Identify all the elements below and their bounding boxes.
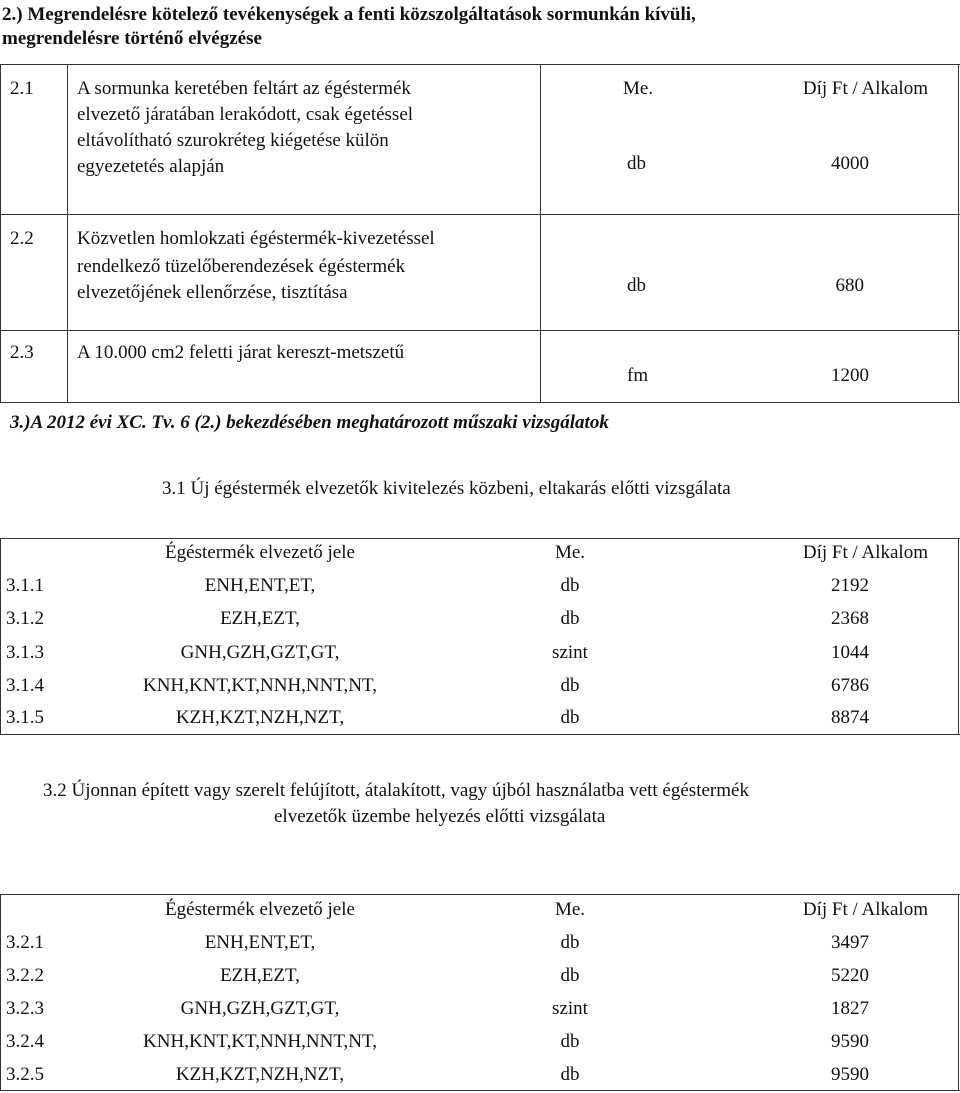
row-price: 6786 bbox=[831, 675, 869, 696]
item-price: 680 bbox=[835, 275, 864, 296]
row-price: 2368 bbox=[831, 608, 869, 629]
row-name: KZH,KZT,NZH,NZT, bbox=[175, 707, 345, 728]
row-unit: db bbox=[560, 575, 580, 596]
row-price: 8874 bbox=[831, 707, 869, 728]
section-2-heading-line2: megrendelésre történő elvégzése bbox=[2, 28, 262, 49]
row-number: 3.1.1 bbox=[6, 575, 44, 596]
table-rule bbox=[0, 214, 960, 215]
subsection-3-2-title-line2: elvezetők üzembe helyezés előtti vizsgálata bbox=[274, 806, 606, 827]
price-header: Díj Ft / Alkalom bbox=[802, 78, 928, 99]
subsection-3-2-title-line1: 3.2 Újonnan épített vagy szerelt felújított, átalakított, vagy újból használatba vett égéstermék bbox=[43, 780, 749, 801]
row-number: 3.1.4 bbox=[6, 675, 44, 696]
table-rule bbox=[0, 64, 960, 65]
item-number: 2.3 bbox=[10, 342, 34, 363]
row-number: 3.1.3 bbox=[6, 642, 44, 663]
row-name: GNH,GZH,GZT,GT, bbox=[180, 998, 340, 1019]
table-border bbox=[958, 538, 959, 734]
row-number: 3.2.2 bbox=[6, 965, 44, 986]
row-unit: db bbox=[560, 932, 580, 953]
item-description: eltávolítható szurokréteg kiégetése külön bbox=[77, 130, 389, 151]
item-description: Közvetlen homlokzati égéstermék-kivezetéssel bbox=[77, 228, 435, 249]
unit-header: Me. bbox=[554, 542, 586, 563]
table-border bbox=[540, 64, 541, 402]
row-name: KZH,KZT,NZH,NZT, bbox=[175, 1064, 345, 1085]
row-price: 3497 bbox=[831, 932, 869, 953]
item-price: 4000 bbox=[831, 153, 869, 174]
item-description: rendelkező tüzelőberendezések égéstermék bbox=[77, 256, 406, 277]
item-unit: db bbox=[627, 275, 646, 296]
row-name: EZH,EZT, bbox=[220, 965, 300, 986]
unit-header: Me. bbox=[554, 899, 586, 920]
item-number: 2.2 bbox=[10, 228, 34, 249]
row-unit: db bbox=[560, 608, 580, 629]
item-description: A sormunka keretében feltárt az égéstermék bbox=[77, 78, 411, 99]
table-border bbox=[958, 64, 959, 402]
unit-header: Me. bbox=[623, 78, 654, 99]
item-number: 2.1 bbox=[10, 78, 34, 99]
row-price: 1044 bbox=[831, 642, 869, 663]
item-description: elvezető járatában lerakódott, csak égetéssel bbox=[77, 104, 414, 125]
table-rule bbox=[0, 1090, 960, 1091]
row-name: EZH,EZT, bbox=[220, 608, 300, 629]
row-price: 9590 bbox=[831, 1031, 869, 1052]
row-unit: db bbox=[560, 1031, 580, 1052]
row-name: ENH,ENT,ET, bbox=[204, 932, 316, 953]
item-price: 1200 bbox=[831, 365, 869, 386]
table-border bbox=[0, 538, 1, 734]
table-rule bbox=[0, 402, 960, 403]
row-name: KNH,KNT,KT,NNH,NNT,NT, bbox=[143, 675, 377, 696]
table-rule bbox=[0, 894, 960, 895]
row-name: GNH,GZH,GZT,GT, bbox=[180, 642, 340, 663]
price-header: Díj Ft / Alkalom bbox=[802, 542, 928, 563]
row-number: 3.2.5 bbox=[6, 1064, 44, 1085]
table-rule bbox=[0, 538, 960, 539]
table-border bbox=[0, 894, 1, 1090]
item-description: elvezetőjének ellenőrzése, tisztítása bbox=[77, 282, 348, 303]
row-unit: db bbox=[560, 1064, 580, 1085]
section-3-heading: 3.)A 2012 évi XC. Tv. 6 (2.) bekezdésében meghatározott műszaki vizsgálatok bbox=[10, 412, 609, 433]
row-unit: szint bbox=[552, 642, 588, 663]
table-rule bbox=[0, 330, 960, 331]
row-unit: db bbox=[560, 707, 580, 728]
item-unit: fm bbox=[627, 365, 649, 386]
name-header: Égéstermék elvezető jele bbox=[165, 542, 355, 563]
section-2-heading-line1: 2.) Megrendelésre kötelező tevékenységek a fenti közszolgáltatások sormunkán kívüli, bbox=[2, 4, 696, 25]
row-number: 3.1.5 bbox=[6, 707, 44, 728]
table-border bbox=[0, 64, 1, 402]
row-unit: szint bbox=[552, 998, 588, 1019]
item-unit: db bbox=[627, 153, 646, 174]
price-header: Díj Ft / Alkalom bbox=[802, 899, 928, 920]
row-price: 9590 bbox=[831, 1064, 869, 1085]
item-description: A 10.000 cm2 feletti járat kereszt-metszetű bbox=[77, 342, 405, 363]
subsection-3-1-title: 3.1 Új égéstermék elvezetők kivitelezés közbeni, eltakarás előtti vizsgálata bbox=[162, 478, 731, 499]
row-unit: db bbox=[560, 965, 580, 986]
row-number: 3.1.2 bbox=[6, 608, 44, 629]
row-number: 3.2.4 bbox=[6, 1031, 44, 1052]
table-border bbox=[958, 894, 959, 1090]
row-price: 2192 bbox=[831, 575, 869, 596]
row-price: 1827 bbox=[831, 998, 869, 1019]
table-rule bbox=[0, 734, 960, 735]
item-description: egyezetetés alapján bbox=[77, 156, 225, 177]
name-header: Égéstermék elvezető jele bbox=[165, 899, 355, 920]
row-name: ENH,ENT,ET, bbox=[204, 575, 316, 596]
row-number: 3.2.1 bbox=[6, 932, 44, 953]
row-unit: db bbox=[560, 675, 580, 696]
row-name: KNH,KNT,KT,NNH,NNT,NT, bbox=[143, 1031, 377, 1052]
row-number: 3.2.3 bbox=[6, 998, 44, 1019]
table-border bbox=[67, 64, 68, 402]
row-price: 5220 bbox=[831, 965, 869, 986]
